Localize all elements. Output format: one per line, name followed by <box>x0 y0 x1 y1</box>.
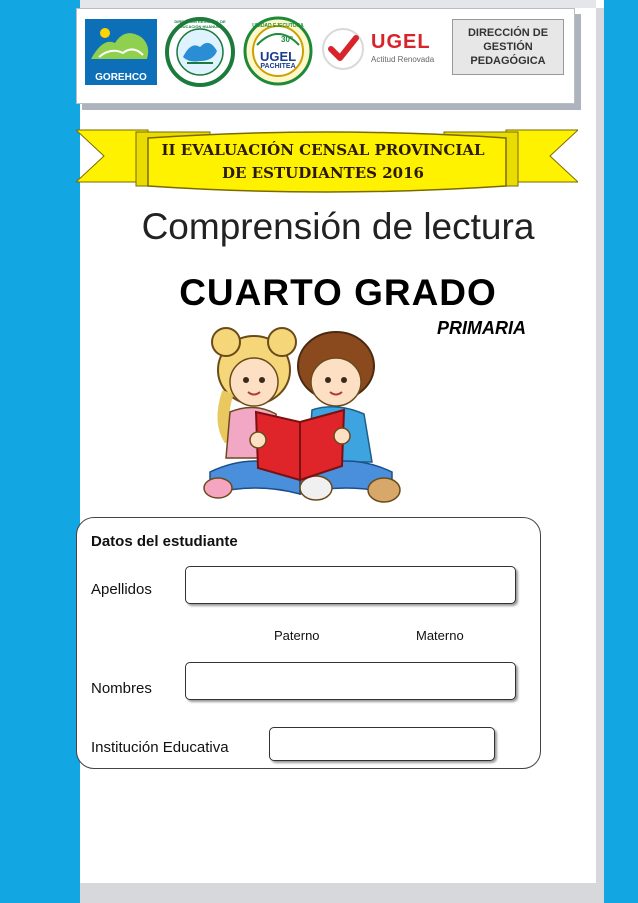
student-data-heading: Datos del estudiante <box>91 533 238 550</box>
ribbon-line-2: DE ESTUDIANTES 2016 <box>222 164 424 182</box>
school-field[interactable] <box>269 727 495 761</box>
direction-box <box>452 19 564 75</box>
level-title: PRIMARIA <box>437 318 526 338</box>
names-label: Nombres <box>91 680 152 697</box>
paternal-label: Paterno <box>274 628 320 643</box>
names-field[interactable] <box>185 662 516 700</box>
gorehco-text: GOREHCO <box>95 72 147 83</box>
direction-line-2: GESTIÓN <box>483 41 533 53</box>
grade-title: CUARTO GRADO <box>179 272 497 313</box>
direction-line-1: DIRECCIÓN DE <box>467 27 549 39</box>
student-data-box <box>76 517 541 769</box>
ugel-pachitea-seal <box>243 15 313 87</box>
ugel-pachitea-name: UGEL <box>259 49 297 64</box>
header-logos-banner <box>76 8 575 104</box>
ugel-logo-text: UGEL <box>371 31 431 53</box>
checkmark-icon <box>321 27 365 71</box>
bottom-gray-strip <box>80 883 604 903</box>
ugel-pachitea-number: 30° <box>281 35 294 44</box>
surname-field[interactable] <box>185 566 516 604</box>
right-blue-bar <box>604 0 638 903</box>
school-label: Institución Educativa <box>91 739 229 756</box>
left-blue-bar <box>0 0 80 903</box>
ugel-logo-tagline: Actitud Renovada <box>371 55 435 64</box>
ugel-pachitea-place: PACHITEA <box>260 63 296 70</box>
top-gray-strip <box>80 0 596 8</box>
direction-line-3: PEDAGÓGICA <box>470 55 546 67</box>
dre-seal-text: DIRECCIÓN REGIONAL DE EDUCACIÓN HUÁNUCO <box>174 19 226 29</box>
kids-reading-illustration <box>196 322 406 510</box>
ribbon-line-1: II EVALUACIÓN CENSAL PROVINCIAL <box>161 141 485 159</box>
ugel-logo <box>321 27 441 71</box>
surname-label: Apellidos <box>91 581 152 598</box>
gorehco-logo <box>85 19 157 85</box>
ribbon-title <box>148 139 498 185</box>
right-gray-strip <box>596 8 604 883</box>
ugel-pachitea-arc-text: UNIDAD EJECUTORA <box>252 23 304 29</box>
maternal-label: Materno <box>416 628 464 643</box>
subject-title: Comprensión de lectura <box>141 206 535 247</box>
dre-huanuco-seal <box>165 17 235 87</box>
